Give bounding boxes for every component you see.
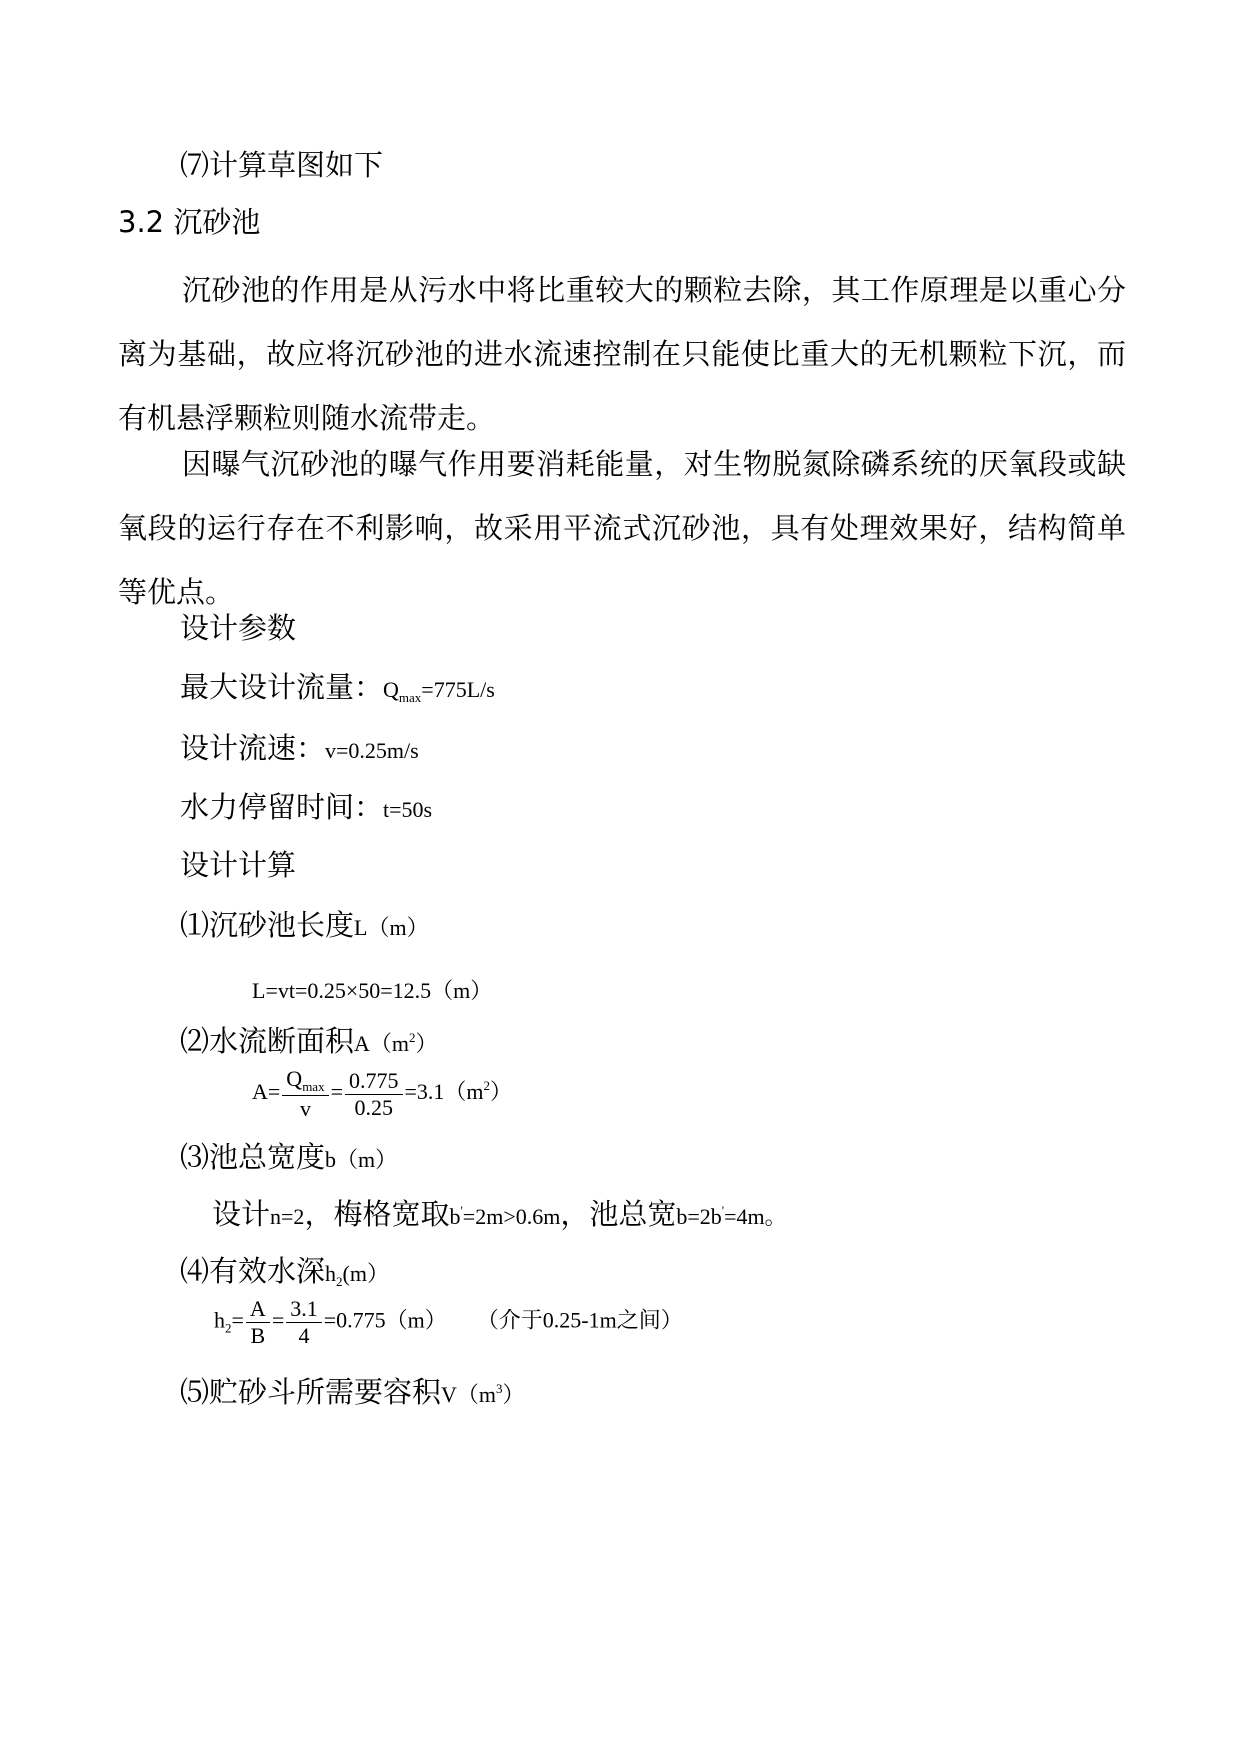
param-velocity-value: v=0.25m/s [325,738,419,763]
step4-equals-1: = [231,1307,244,1333]
step2-equals: = [330,1079,343,1105]
step3-heading [180,1140,398,1174]
step4-unit-pre: h [325,1261,337,1286]
step3-text-3: ，池总宽 [560,1197,677,1231]
step2-rhs-pre: =3.1（m [404,1079,484,1105]
param-retention-label: 水力停留时间： [180,790,384,824]
step3-n: n=2 [270,1204,305,1229]
param-velocity-label: 设计流速： [180,731,326,765]
step5-heading [180,1375,525,1409]
step4-heading [180,1254,389,1289]
step5-unit-post: ） [502,1382,525,1407]
step3-end: 。 [764,1204,787,1229]
step1-equation: L=vt=0.25×50=12.5（m） [252,978,493,1003]
paragraph-purpose: 沉砂池的作用是从污水中将比重较大的颗粒去除，其工作原理是以重心分离为基础，故应将沉砂池的进水流速控制在只能使比重大的无机颗粒下沉，而有机悬浮颗粒则随水流带走。 [118,273,1126,435]
step2-num1-sub: max [302,1079,325,1094]
step2-fraction-2 [345,1067,403,1120]
step4-unit-post: (m） [342,1261,389,1286]
param-qmax-symbol: Q [383,677,399,702]
step3-text [212,1197,787,1231]
design-params-title: 设计参数 [180,611,297,645]
step4-denominator-1: B [250,1323,266,1348]
step2-fraction-1 [282,1068,328,1120]
step2-denominator-1: v [299,1096,311,1121]
step3-unit: b（m） [325,1147,398,1172]
step4-numerator-2: 3.1 [286,1298,322,1323]
param-qmax [180,670,495,705]
step2-rhs-post: ） [490,1079,513,1105]
step2-rhs-sup: 2 [483,1078,491,1094]
param-velocity [180,731,419,765]
step4-unit-sub: 2 [336,1274,343,1289]
step5-label: ⑸贮砂斗所需要容积 [180,1375,442,1409]
step3-b2-post: =4m [724,1204,765,1229]
step2-unit-sup: 2 [409,1030,416,1045]
step4-fraction-2 [286,1298,322,1347]
step5-unit-sup: 3 [496,1381,503,1396]
step3-label: ⑶池总宽度 [180,1140,326,1174]
design-calc-title: 设计计算 [180,848,297,882]
param-qmax-value: =775L/s [421,677,495,702]
step2-lhs: A= [252,1079,281,1105]
step5-unit-pre: V（m [441,1382,497,1407]
step4-denominator-2: 4 [298,1323,310,1348]
step2-heading [180,1024,438,1058]
step4-equation [214,1298,683,1347]
step4-equals-2: = [271,1307,285,1333]
step4-label: ⑷有效水深 [180,1254,326,1288]
step3-text-1: 设计 [212,1197,271,1231]
step3-b1-pre: b [449,1204,461,1229]
step3-b1-post: =2m>0.6m [462,1204,561,1229]
step1-unit: L（m） [354,915,429,940]
step3-b1-sup: ' [460,1203,463,1218]
param-qmax-label: 最大设计流量： [180,670,384,704]
step2-equation [252,1068,512,1120]
step4-h-sub: 2 [225,1320,232,1336]
step2-unit-post: ） [415,1031,438,1056]
sketch-heading: ⑺计算草图如下 [180,148,384,182]
step2-numerator-1 [282,1068,328,1096]
step4-fraction-1 [246,1298,270,1347]
step4-h: h [214,1307,225,1333]
step3-b2-pre: b=2b [676,1204,722,1229]
step3-text-2: ，梅格宽取 [304,1197,450,1231]
step1-label: ⑴沉砂池长度 [180,908,355,942]
step2-unit-pre: A（m [354,1031,410,1056]
param-qmax-sub: max [398,690,422,705]
param-retention [180,790,433,824]
paragraph-rationale: 因曝气沉砂池的曝气作用要消耗能量，对生物脱氮除磷系统的厌氧段或缺氧段的运行存在不利影响，故采用平流式沉砂池，具有处理效果好，结构简单等优点。 [118,447,1126,609]
step2-num1-symbol: Q [286,1066,303,1091]
step4-note: （介于0.25-1m之间） [476,1307,683,1333]
section-title: 3.2 沉砂池 [118,205,261,239]
step2-denominator-2: 0.25 [354,1094,393,1120]
step2-numerator-2: 0.775 [345,1070,403,1095]
step1-heading [180,908,429,942]
step4-numerator-1: A [246,1298,270,1323]
param-retention-value: t=50s [383,797,433,822]
step3-b2-sup: ' [721,1203,725,1218]
step4-rhs: =0.775（m） [323,1307,447,1333]
step2-label: ⑵水流断面积 [180,1024,355,1058]
